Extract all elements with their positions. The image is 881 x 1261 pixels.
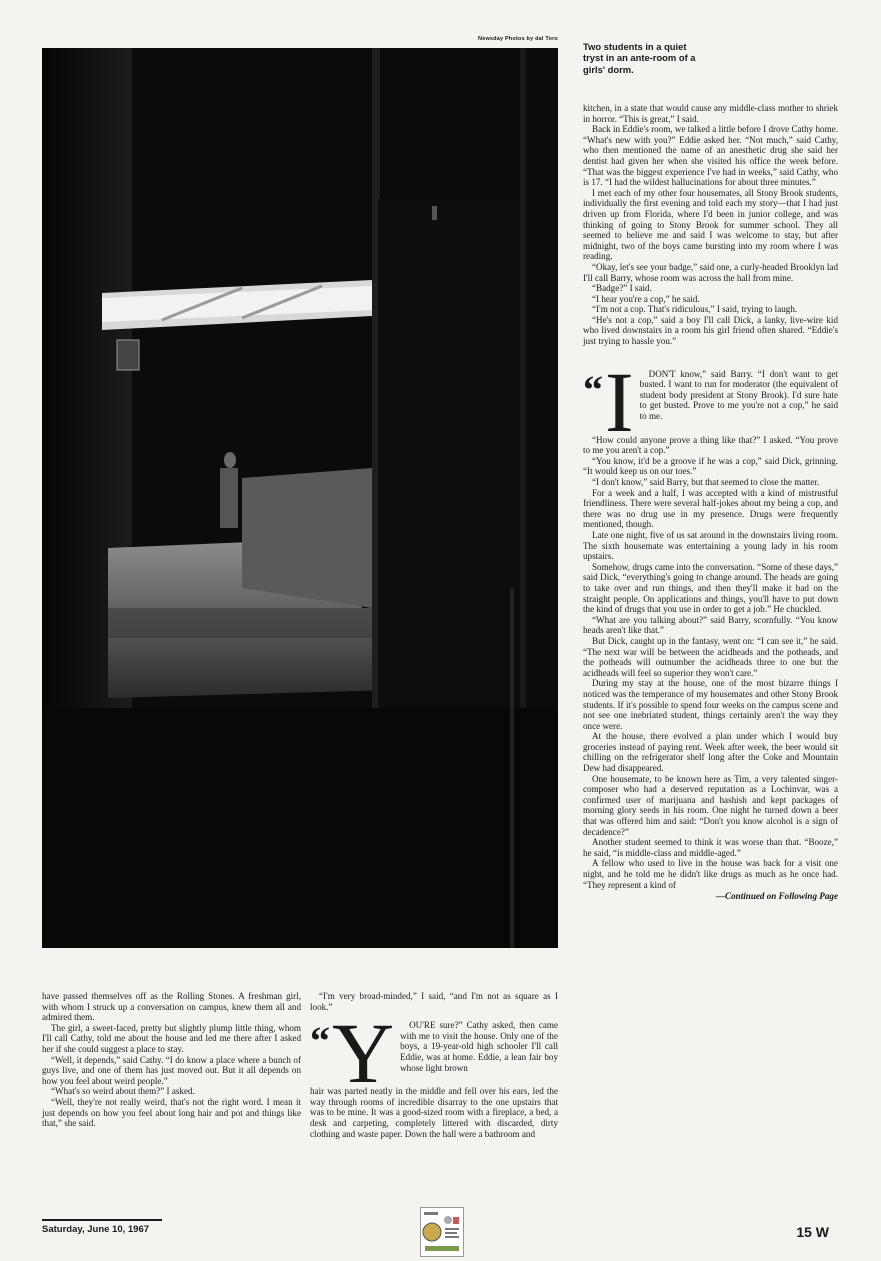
paragraph: Late one night, five of us sat around in the downstairs living room. The sixth housemate was entertaining a young lady in his room upstairs. <box>583 530 838 562</box>
paragraph: “He's not a cop,” said a boy I'll call Dick, a lanky, live-wire kid who lived downstairs in a room his girl friend often shared. “Eddie's just trying to hassle you.” <box>583 314 838 347</box>
paragraph: One housemate, to be known here as Tim, a very talented singer-composer who had a deserved reputation as a Lochinvar, was a confirmed user of marijuana and hashish and kept packages of morning glory seeds in his room. One night he turned down a beer that was offered him and said: “Don't you know alcohol is a sign of decadence?” <box>583 773 838 837</box>
dorm-photo-image <box>42 48 558 948</box>
paragraph: “Well, it depends,” said Cathy. “I do know a place where a bunch of guys live, and one of them has just moved out. But it all depends on how you feel about weird people.” <box>42 1054 301 1086</box>
paragraph: “Okay, let's see your badge,” said one, a curly-headed Brooklyn lad I'll call Barry, whose room was across the hall from mine. <box>583 261 838 283</box>
archive-stamp <box>420 1207 464 1257</box>
paragraph: For a week and a half, I was accepted with a kind of mistrustful friendliness. There were several half-jokes about my being a cop, and there was no drug use in my presence. Drugs were frequently mentioned, though. <box>583 487 838 530</box>
paragraph: The girl, a sweet-faced, pretty but slightly plump little thing, whom I'll call Cathy, told me about the house and led me there after I asked her if she could suggest a place to stay. <box>42 1022 301 1054</box>
paragraph: “What's so weird about them?” I asked. <box>51 1086 195 1097</box>
article-column-1 <box>42 991 301 1129</box>
paragraph: “Badge?” I said. <box>592 283 652 294</box>
paragraph: “Well, they're not really weird, that's not the right word. I mean it just depends on how you feel about long hair and pot and things like that,” she said. <box>42 1096 301 1129</box>
drop-cap-paragraph <box>583 369 838 435</box>
drop-quote-mark: “ <box>583 368 603 412</box>
paragraph: “You know, it'd be a groove if he was a cop,” said Dick, grinning. “It would keep us on our toes.” <box>583 455 838 477</box>
page-number: 15 W <box>796 1224 829 1240</box>
paragraph: A fellow who used to live in the house was back for a visit one night, and he told me he didn't like drugs as much as he once had. “They represent a kind of <box>583 858 838 890</box>
paragraph: At the house, there evolved a plan under which I would buy groceries instead of paying rent. Week after week, the beer would sit chilling on the refrigerator shelf long after the Coke and Mountain Dew had disappeared. <box>583 731 838 774</box>
paragraph: hair was parted neatly in the middle and fell over his ears, led the way through rooms of incredible disarray to the one upstairs that was to be mine. It was a good-sized room with a fireplace, a bed, a desk and carpeting, completely littered with discarded, dirty clothing and waste paper. Down the hall were a bathroom and <box>310 1086 558 1139</box>
dorm-photo <box>42 48 558 948</box>
paragraph: “I don't know,” said Barry, but that seemed to close the matter. <box>592 477 820 488</box>
paragraph: “What are you talking about?” said Barry, scornfully. “You know heads aren't like that.” <box>583 614 838 636</box>
drop-quote-mark: “ <box>310 1020 330 1064</box>
continued-note: —Continued on Following Page <box>715 891 838 902</box>
paragraph: Another student seemed to think it was worse than that. “Booze,” he said, “is middle-class and middle-aged.” <box>583 837 838 858</box>
paragraph: OU'RE sure?” Cathy asked, then came with me to visit the house. Only one of the boys, a 19-year-old high schooler I'll call Eddie, was at home. Eddie, a lean fair boy whose light brown <box>400 1020 558 1073</box>
paragraph: “I'm very broad-minded,” I said, “and I'm not as square as I look.” <box>310 991 558 1012</box>
paragraph: I met each of my other four housemates, all Stony Brook students, individually the first evening and told each my story—that I had just driven up from Florida, where I'd been in junior college, and was thinking of going to Stony Brook for summer school. They all seemed to believe me and said I was welcome to stay, but after midnight, two of the boys came bursting into my room where I was reading. <box>583 187 838 262</box>
paragraph: “I hear you're a cop,” he said. <box>592 293 700 304</box>
paragraph: But Dick, caught up in the fantasy, went on: “I can see it,” he said. “The next war will be between the acidheads and the potheads, and the potheads will outnumber the acidheads three to one but the acidheads will feel so superior they won't care.” <box>583 635 838 678</box>
paragraph: “How could anyone prove a thing like that?” I asked. “You prove to me you aren't a cop.” <box>583 434 838 456</box>
archive-stamp-image <box>421 1208 463 1256</box>
footer-date: Saturday, June 10, 1967 <box>42 1224 150 1235</box>
footer-rule <box>42 1219 162 1221</box>
photo-caption: Two students in a quiet tryst in an ante-room of a girls' dorm. <box>583 41 696 75</box>
article-column-3 <box>583 103 838 902</box>
drop-cap-paragraph <box>310 1020 558 1086</box>
paragraph: “I'm not a cop. That's ridiculous,” I said, trying to laugh. <box>592 304 798 315</box>
paragraph: Somehow, drugs came into the conversation. “Some of these days,” said Dick, “everything's going to change around. The heads are going to take over and run things, and then they'll make it bad on the straight people. On applications and things, you'll have to put down the kind of drugs that you use in order to get a job.” He chuckled. <box>583 561 838 615</box>
drop-cap-letter: I <box>605 368 634 435</box>
drop-cap-letter: Y <box>332 1020 395 1087</box>
paragraph: have passed themselves off as the Rolling Stones. A freshman girl, with whom I struck up a conversation on campus, knew them all and admired them. <box>42 991 301 1023</box>
article-column-2 <box>310 991 558 1139</box>
paragraph: During my stay at the house, one of the most bizarre things I noticed was the temperance of my housemates and other Stony Brook students. If it's possible to spend four weeks on the campus scene and not see one inebriated student, things certainly aren't the way they once were. <box>583 678 838 731</box>
paragraph: DON'T know,” said Barry. “I don't want to get busted. I want to run for moderator (the equivalent of student body president at Stony Brook). I'd sure hate to get busted. Prove to me you're not a cop,” he said to me. <box>639 368 838 422</box>
paragraph: kitchen, in a state that would cause any middle-class mother to shriek in horror. “This is great,” I said. <box>583 103 838 124</box>
photo-credit: Newsday Photos by dal Toro <box>478 36 558 42</box>
paragraph: Back in Eddie's room, we talked a little before I drove Cathy home. “What's new with you?” Eddie asked her. “Not much,” said Cathy, who then mentioned the name of an anesthetic drug she said her dentist had given her when she visited his office the week before. “That was the biggest experience I've had in weeks,” said Cathy, who is 17. “I had the wildest hallucinations for about three minutes.” <box>583 124 838 188</box>
